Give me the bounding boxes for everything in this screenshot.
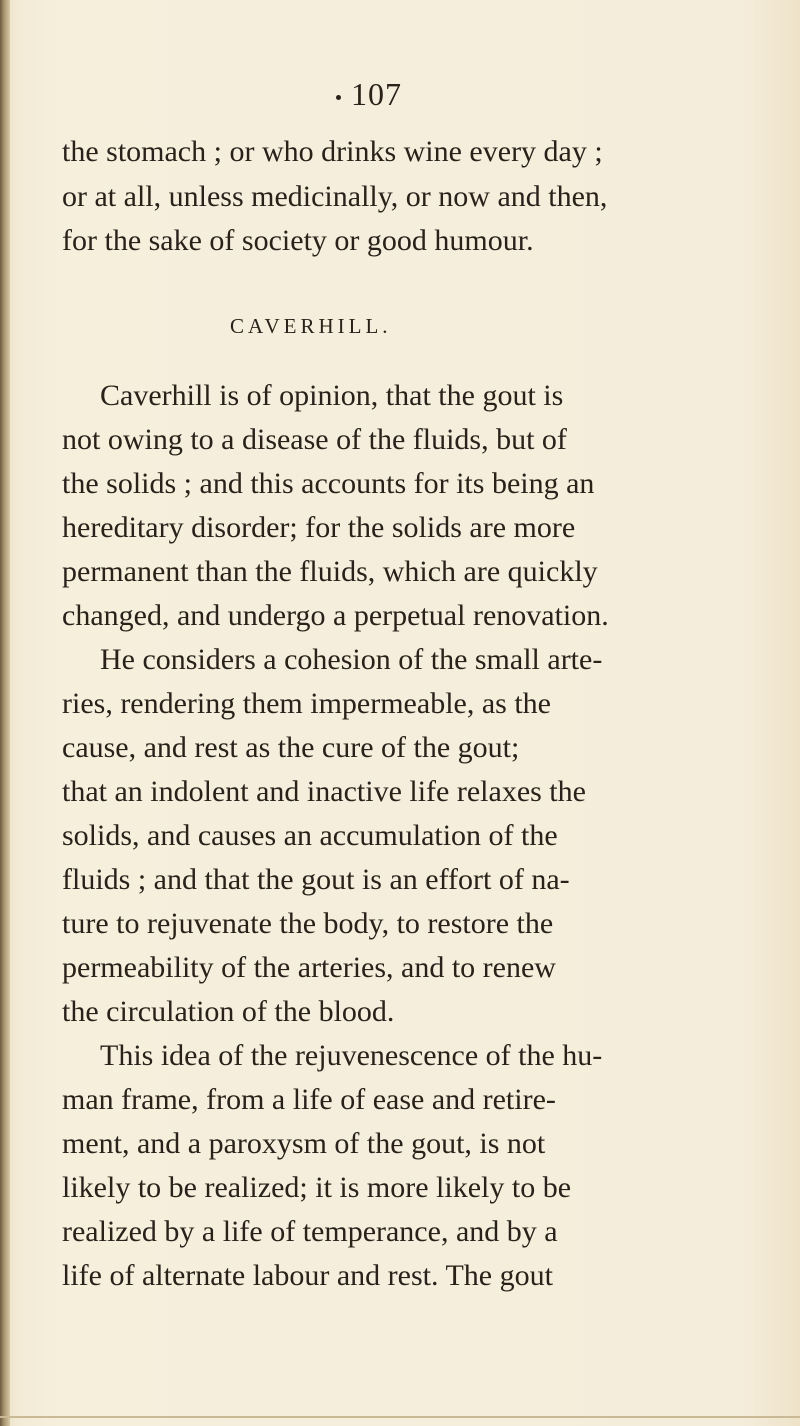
text-line: the stomach ; or who drinks wine every day ; (62, 135, 603, 168)
page-number-text: 107 (351, 76, 402, 112)
text-line: realized by a life of temperance, and by a (62, 1215, 558, 1248)
text-line: fluids ; and that the gout is an effort of na- (62, 863, 570, 896)
text-line: ture to rejuvenate the body, to restore the (62, 907, 554, 940)
text-line: that an indolent and inactive life relaxes the (62, 775, 586, 808)
text-line: life of alternate labour and rest. The gout (62, 1259, 553, 1292)
text-line: likely to be realized; it is more likely to be (62, 1171, 572, 1204)
text-line: permeability of the arteries, and to renew (62, 951, 556, 984)
bullet-mark (336, 95, 341, 100)
text-line: solids, and causes an accumulation of the (62, 819, 558, 852)
text-line: the circulation of the blood. (62, 995, 395, 1028)
text-line: changed, and undergo a perpetual renovation. (62, 599, 609, 632)
page-number (336, 74, 402, 114)
section-heading: CAVERHILL. (230, 314, 392, 338)
page-bottom-edge (0, 1416, 800, 1418)
text-line: ment, and a paroxysm of the gout, is not (62, 1127, 546, 1160)
page-spine-edge (0, 0, 10, 1426)
text-line: permanent than the fluids, which are quickly (62, 555, 598, 588)
text-line: This idea of the rejuvenescence of the hu- (100, 1039, 603, 1072)
text-line: or at all, unless medicinally, or now and then, (62, 180, 608, 213)
text-line: for the sake of society or good humour. (62, 224, 534, 257)
text-line: the solids ; and this accounts for its being an (62, 467, 595, 500)
text-line: Caverhill is of opinion, that the gout is (100, 379, 564, 412)
text-line: ries, rendering them impermeable, as the (62, 687, 551, 720)
text-line: He considers a cohesion of the small arte- (100, 643, 603, 676)
text-line: cause, and rest as the cure of the gout; (62, 731, 520, 764)
text-line: hereditary disorder; for the solids are more (62, 511, 576, 544)
text-line: not owing to a disease of the fluids, but of (62, 423, 567, 456)
text-line: man frame, from a life of ease and retire- (62, 1083, 556, 1116)
